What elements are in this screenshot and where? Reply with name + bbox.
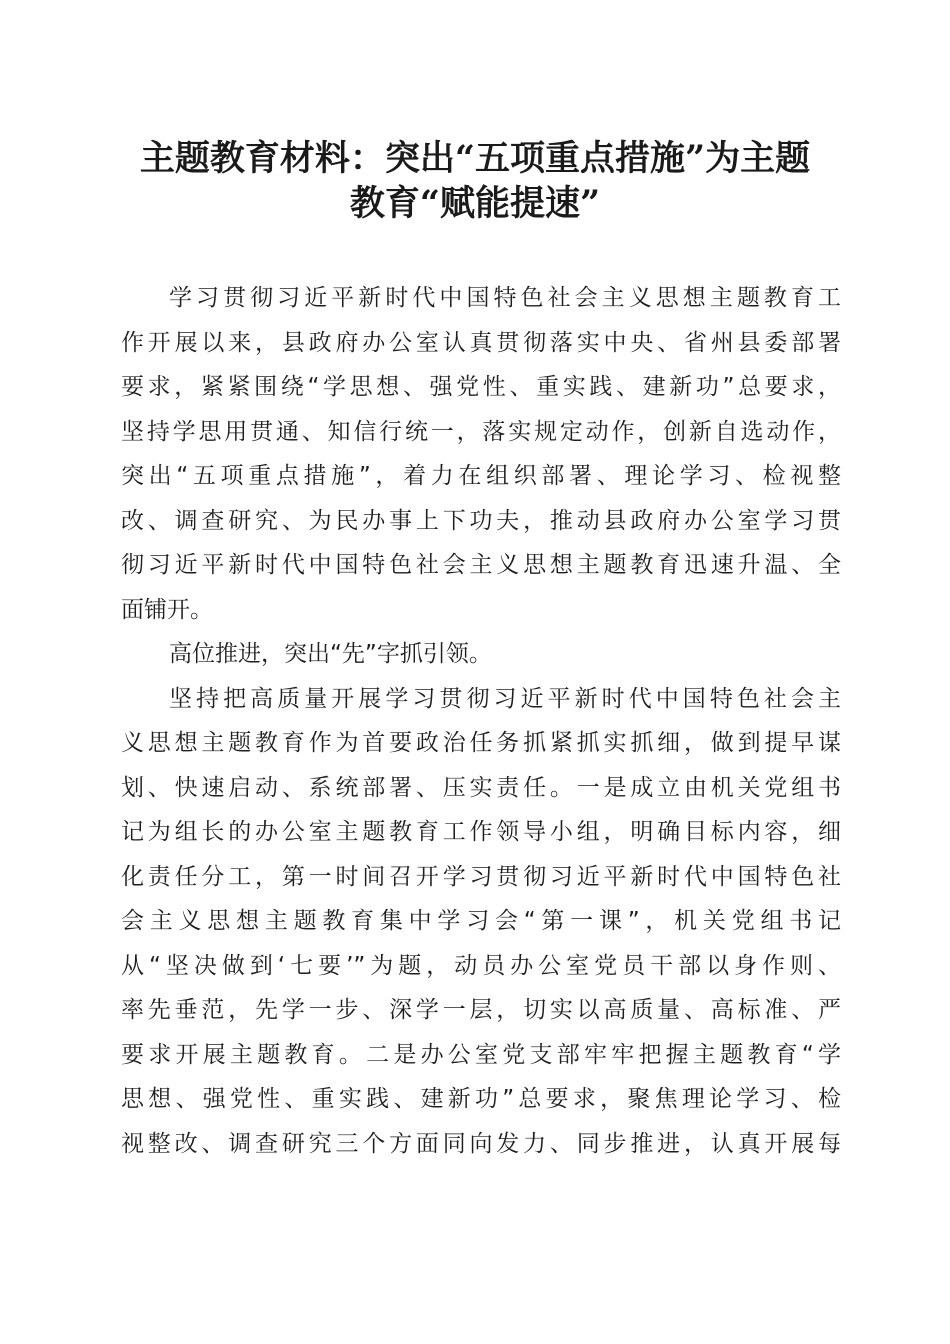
paragraph-line: 坚持把高质量开展学习贯彻习近平新时代中国特色社会主 <box>169 685 841 712</box>
paragraph-line: 要求，紧紧围绕“学思想、强党性、重实践、建新功”总要求， <box>121 374 841 400</box>
document-body <box>121 276 841 1166</box>
paragraph-line: 改、调查研究、为民办事上下功夫，推动县政府办公室学习贯 <box>121 507 841 534</box>
paragraph-line: 突出“五项重点措施”，着力在组织部署、理论学习、检视整 <box>121 463 841 489</box>
paragraph-line: 学习贯彻习近平新时代中国特色社会主义思想主题教育工 <box>169 285 841 311</box>
paragraph-line: 思想、强党性、重实践、建新功”总要求，聚焦理论学习、检 <box>121 1086 841 1112</box>
document-title <box>100 136 850 226</box>
paragraph-line: 从“坚决做到‘七要’”为题，动员办公室党员干部以身作则、 <box>121 952 841 979</box>
paragraph-line: 面铺开。 <box>121 596 213 623</box>
paragraph-line: 视整改、调查研究三个方面同向发力、同步推进，认真开展每 <box>121 1130 841 1157</box>
paragraph-line: 义思想主题教育作为首要政治任务抓紧抓实抓细，做到提早谋 <box>121 730 841 756</box>
paragraph-line: 率先垂范，先学一步、深学一层，切实以高质量、高标准、严 <box>121 997 841 1023</box>
paragraph-line: 记为组长的办公室主题教育工作领导小组，明确目标内容，细 <box>121 819 841 845</box>
paragraph-line: 作开展以来，县政府办公室认真贯彻落实中央、省州县委部署 <box>121 329 841 356</box>
paragraph-line: 要求开展主题教育。二是办公室党支部牢牢把握主题教育“学 <box>121 1041 841 1068</box>
paragraph-line: 彻习近平新时代中国特色社会主义思想主题教育迅速升温、全 <box>121 552 841 578</box>
title-line: 教育“赋能提速” <box>349 183 601 224</box>
title-line: 主题教育材料：突出“五项重点措施”为主题 <box>139 138 811 179</box>
paragraph-line: 坚持学思用贯通、知信行统一，落实规定动作，创新自选动作， <box>121 418 841 445</box>
paragraph-line: 划、快速启动、系统部署、压实责任。一是成立由机关党组书 <box>121 774 841 801</box>
section-heading: 高位推进，突出“先”字抓引领。 <box>169 641 492 667</box>
paragraph-line: 会主义思想主题教育集中学习会“第一课”，机关党组书记 <box>121 908 841 934</box>
paragraph-line: 化责任分工，第一时间召开学习贯彻习近平新时代中国特色社 <box>121 863 841 890</box>
